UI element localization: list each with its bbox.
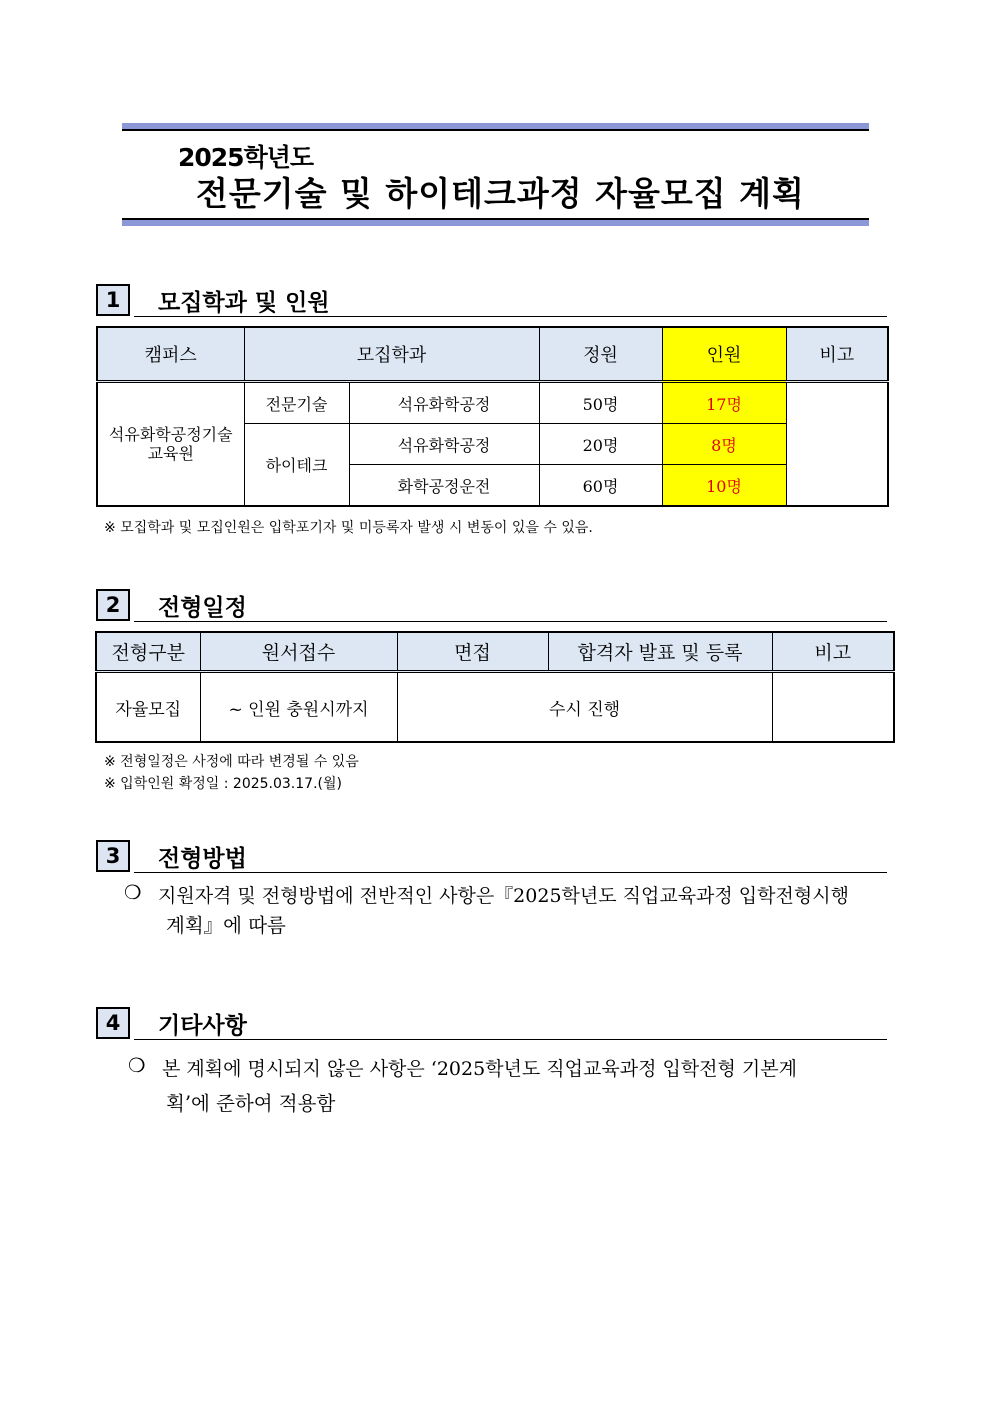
campus-cell: 석유화학공정기술교육원 <box>97 382 244 507</box>
section-number: 1 <box>96 284 130 316</box>
schedule-note: ※ 전형일정은 사정에 따라 변경될 수 있음 <box>104 754 359 770</box>
section-title: 모집학과 및 인원 <box>158 290 330 316</box>
note-cell <box>772 672 894 743</box>
section-title: 기타사항 <box>158 1013 247 1039</box>
section-underline <box>134 621 887 622</box>
header-apply: 원서접수 <box>200 632 397 672</box>
header-note: 비고 <box>772 632 894 672</box>
header-count: 인원 <box>662 327 786 382</box>
table-row <box>96 672 894 743</box>
section-underline <box>134 1039 887 1040</box>
quota-cell: 20명 <box>539 424 662 465</box>
count-cell: 8명 <box>662 424 786 465</box>
course-cell: 하이테크 <box>244 424 349 507</box>
count-cell: 17명 <box>662 382 786 424</box>
bullet-icon: ❍ <box>128 1054 146 1077</box>
section-title: 전형일정 <box>158 595 247 621</box>
dept-cell: 석유화학공정 <box>349 424 539 465</box>
method-text-line2: 계획』에 따름 <box>166 914 286 937</box>
section-underline <box>134 872 887 873</box>
dept-cell: 화학공정운전 <box>349 465 539 507</box>
process-cell: 수시 진행 <box>397 672 772 743</box>
bullet-icon: ❍ <box>124 881 142 904</box>
section-underline <box>134 316 887 317</box>
misc-text-line1: 본 계획에 명시되지 않은 사항은 ‘2025학년도 직업교육과정 입학전형 기본계 <box>162 1058 797 1080</box>
header-note: 비고 <box>786 327 888 382</box>
schedule-note: ※ 입학인원 확정일 : 2025.03.17.(월) <box>104 776 342 792</box>
type-cell: 자율모집 <box>96 672 200 743</box>
dept-cell: 석유화학공정 <box>349 382 539 424</box>
section-title: 전형방법 <box>158 846 247 872</box>
section-number: 4 <box>96 1007 130 1039</box>
table-row <box>97 382 888 424</box>
quota-cell: 60명 <box>539 465 662 507</box>
header-campus: 캠퍼스 <box>97 327 244 382</box>
header-type: 전형구분 <box>96 632 200 672</box>
page-title: 전문기술 및 하이테크과정 자율모집 계획 <box>196 174 805 213</box>
note-cell <box>786 382 888 507</box>
header-quota: 정원 <box>539 327 662 382</box>
section-number: 3 <box>96 840 130 872</box>
header-dept: 모집학과 <box>244 327 539 382</box>
recruitment-table <box>96 326 889 507</box>
section-number: 2 <box>96 589 130 621</box>
quota-cell: 50명 <box>539 382 662 424</box>
method-text-line1: 지원자격 및 전형방법에 전반적인 사항은『2025학년도 직업교육과정 입학전형시행 <box>158 885 849 907</box>
course-cell: 전문기술 <box>244 382 349 424</box>
table1-footnote: ※ 모집학과 및 모집인원은 입학포기자 및 미등록자 발생 시 변동이 있을 수 있음. <box>104 520 593 536</box>
header-interview: 면접 <box>397 632 548 672</box>
schedule-table <box>95 631 895 743</box>
misc-text-line2: 획’에 준하여 적용함 <box>166 1092 336 1115</box>
apply-cell: ~ 인원 충원시까지 <box>200 672 397 743</box>
title-top-rule <box>122 123 869 131</box>
title-year: 2025학년도 <box>178 143 314 172</box>
header-announce: 합격자 발표 및 등록 <box>548 632 772 672</box>
title-bottom-rule <box>122 218 869 226</box>
count-cell: 10명 <box>662 465 786 507</box>
